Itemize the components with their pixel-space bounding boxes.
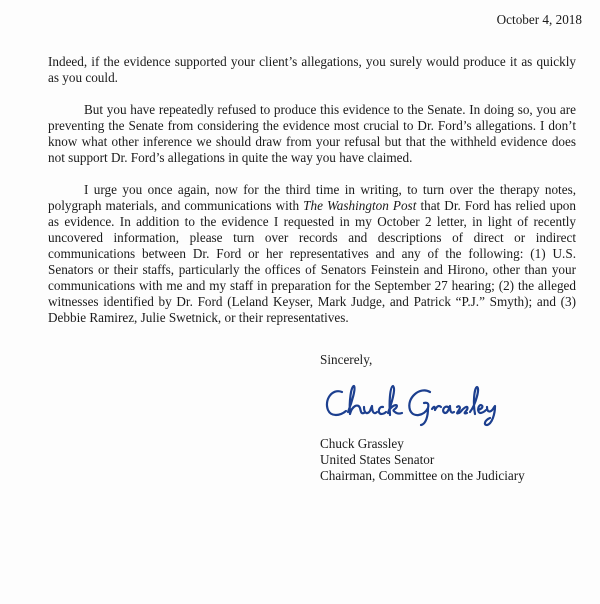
paragraph-1 bbox=[48, 54, 576, 86]
paragraph-3-text-b: that Dr. Ford has relied upon as evidence. In addition to the evidence I requested in my October 2 letter, in light of recently uncovered information, please turn over records and descriptions of direct or indirect communications between Dr. Ford or her representatives and any of the following: (1) U.S. Senators or their staffs, particularly the offices of Senators Feinstein and Hirono, other than your communications with me and my staff in preparation for the September 27 hearing; (2) the alleged witnesses identified by Dr. Ford (Leland Keyser, Mark Judge, and Patrick “P.J.” Smyth); and (3) Debbie Ramirez, Julie Swetnick, or their representatives. bbox=[48, 198, 576, 325]
handwritten-signature bbox=[320, 378, 520, 428]
closing-salutation: Sincerely, bbox=[320, 352, 373, 367]
paragraph-1-text: Indeed, if the evidence supported your client’s allegations, you surely would produce it as quickly as you could. bbox=[48, 54, 576, 85]
paragraph-3-text-a: I urge you once again, now for the third time in writing, to turn over the therapy notes, polygraph materials, and communications with bbox=[48, 182, 576, 213]
paragraph-2 bbox=[48, 102, 576, 166]
signature-graphic bbox=[320, 378, 520, 428]
signer-position: Chairman, Committee on the Judiciary bbox=[320, 468, 525, 483]
signer-name: Chuck Grassley bbox=[320, 436, 404, 451]
signature-strokes bbox=[327, 386, 495, 425]
letter-date: October 4, 2018 bbox=[496, 12, 582, 27]
paragraph-2-text: But you have repeatedly refused to produce this evidence to the Senate. In doing so, you are preventing the Senate from considering the evidence most crucial to Dr. Ford’s allegations. I don’t know what other inference we should draw from your refusal but that the withheld evidence does not support Dr. Ford’s allegations in quite the way you have claimed. bbox=[48, 102, 576, 165]
closing bbox=[320, 352, 580, 368]
publication-name: The Washington Post bbox=[303, 198, 417, 213]
signer-title: United States Senator bbox=[320, 452, 435, 467]
letter-body bbox=[48, 54, 576, 342]
signature-block bbox=[320, 436, 580, 484]
paragraph-3 bbox=[48, 182, 576, 326]
